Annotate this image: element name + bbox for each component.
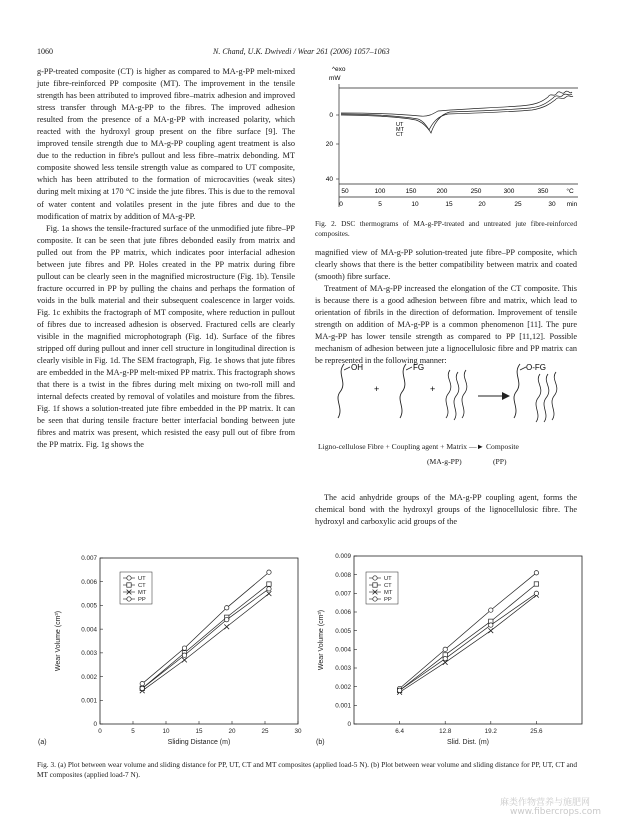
x-axis-label: Slid. Dist. (m)	[447, 739, 489, 746]
fig2-t-tick: 25	[514, 201, 522, 208]
left-column	[37, 66, 295, 542]
y-tick-label: 0.007	[335, 590, 351, 598]
series-ut	[140, 570, 271, 686]
chart-point	[373, 597, 377, 601]
paragraph: The acid anhydride groups of the MA-g-PP coupling agent, forms the chemical bond with the hydroxyl groups of the lignocellulosic fibre. The hydroxyl and carboxylic acid groups of the	[315, 493, 577, 527]
ofg-label: O-FG	[526, 363, 546, 372]
fig2-caption: Fig. 2. DSC thermograms of MA-g-PP-treated and untreated jute fibre-reinforced composites.	[315, 219, 577, 238]
y-tick-label: 0.001	[335, 702, 351, 710]
fig2-t-tick: 10	[411, 201, 419, 208]
chart-point	[267, 591, 272, 596]
fig2-x-tick: 150	[405, 188, 417, 195]
series-line	[142, 584, 269, 688]
chart-point	[397, 688, 401, 692]
watermark-cn: 麻类作物营养与施肥网	[500, 798, 591, 808]
series-ut	[397, 571, 538, 691]
paragraph: Treatment of MA-g-PP increased the elongation of the CT composite. This is because there is a good adhesion between fibre and matrix, which lead to orientation of fibrils in the direction of deformation. Improvement of tensile strength on addition of MA-g-PP is a common phenomenon [11]. The pure MA-g-PP has lower tensile strength as compared to PP [11,12]. Possible mechanism of adhesion between jute a lignocellulosic fibre and PP matrix can be represented in the following manner:	[315, 284, 577, 366]
x-tick-label: 25	[261, 728, 269, 735]
chart-point	[489, 623, 493, 627]
y-axis-label: Wear Volume (cm³)	[318, 609, 325, 671]
y-tick-label: 0.009	[335, 553, 351, 561]
fg-label: FG	[413, 363, 425, 372]
x-tick-label: 15	[195, 728, 203, 735]
y-axis-label: Wear Volume (cm³)	[55, 610, 62, 672]
fig2-t-tick: 30	[548, 201, 556, 208]
legend-label: PP	[138, 597, 146, 604]
y-tick-label: 0.004	[81, 626, 97, 634]
paragraph: g-PP-treated composite (CT) is higher as compared to MA-g-PP melt-mixed jute fibre-reinforced PP composite (MT). The improvement in the tensile strength has been attributed to improved fibre–matrix adhesion and improved stress transfer through MA-g-PP to the fibres. The improved adhesion resulted from the presence of a MA-g-PP with increased polarity, which reacted with the hydroxyl group present on the fibre surface [9]. The improved tensile strength due to MA-g-PP coupling agent treatment is also due to the reduction in fibre's pullout and less fibre–matrix debonding. MT composite showed less tensile strength value as compared to UT composite, which has been attributed to the formation of microcavities (weak sites) during melt mixing at 170 °C inside the jute fibres. This is due to the removal of water content and volatiles present in the jute fibres and due to the modification of matrix by addition of MA-g-PP.	[37, 67, 295, 221]
legend-label: CT	[384, 583, 392, 590]
legend-label: UT	[384, 576, 392, 583]
x-tick-label: 12.8	[439, 728, 452, 735]
fibre-squiggle	[338, 364, 344, 418]
scheme-equation	[318, 442, 519, 451]
agent-squiggle	[400, 364, 406, 418]
fig2-dsc-thermogram	[310, 62, 590, 217]
x-tick-label: 0	[98, 728, 102, 735]
y-tick-label: 0.004	[335, 646, 351, 654]
fig2-y-tick: 0	[329, 112, 333, 119]
series-line	[142, 589, 269, 689]
fig2-x-tick: 200	[436, 188, 448, 195]
x-tick-label: 6.4	[395, 728, 404, 735]
series-line	[142, 572, 269, 683]
x-tick-label: 25.6	[530, 728, 543, 735]
running-title: N. Chand, U.K. Dwivedi / Wear 261 (2006) 1057–1063	[213, 47, 390, 56]
fig2-x-tick: 350	[537, 188, 549, 195]
plus-sign: +	[374, 384, 380, 394]
series-line	[400, 595, 537, 692]
series-pp	[140, 587, 271, 691]
right-column	[315, 247, 577, 367]
legend-label: CT	[138, 583, 146, 590]
fig2-t-tick: 20	[478, 201, 486, 208]
paragraph: Fig. 1a shows the tensile-fractured surface of the unmodified jute fibre–PP composite. It can be seen that jute fibres debonded easily from matrix and pulled out from the PP matrix, which indicates poor interfacial adhesion between jute fibres and PP. Holes created in the PP matrix during fibre pullout can be clearly seen in the magnified microstructure (Fig. 1b). Tensile fracture occurred in PP by pulling the chains and perhaps the formation of voids in the bulk material and their subsequent coalescence in larger voids. Fig. 1c exhibits the fractograph of MT composite, where reduction in pullout of fibres due to increased adhesion is observed. Fractured cells are clearly visible in the magnified microphotograph (Fig. 1d). Surface of the fibres stripped off during pullout and inner cell structure in longitudinal direction is clearly visible in Fig. 1d. The SEM fractograph, Fig. 1e shows that jute fibres are embedded in the MA-g-PP melt-mixed PP matrix. This fractograph shows that there is a twist in the fibres during melt mixing on two-roll mill and internal defects created by removal of volatiles and moisture from the fibres. Fig. 1f shows a solution-treated jute fibre embedded in the PP matrix. It can be seen that during tensile fracture better interfacial bonding between jute fibres and matrix was present, which resisted the easy pull out of fibre from the PP matrix. Fig. 1g shows the	[37, 223, 295, 450]
legend-label: MT	[138, 590, 147, 597]
legend	[120, 572, 152, 604]
x-tick-label: 5	[131, 728, 135, 735]
y-tick-label: 0.001	[81, 697, 97, 705]
chart-point	[140, 686, 144, 690]
fig3-caption: Fig. 3. (a) Plot between wear volume and sliding distance for PP, UT, CT and MT composites (applied load-5 N). (b) Plot between wear volume and sliding distance for PP, UT, CT and MT composites (applied load-7 N).	[37, 760, 577, 779]
series-line	[142, 594, 269, 691]
series-line	[400, 573, 537, 689]
fig2-curve-ut	[341, 91, 572, 116]
legend-label: MT	[384, 590, 393, 597]
chart-point	[373, 583, 377, 587]
fig2-t-tick: 15	[445, 201, 453, 208]
plus-sign: +	[430, 384, 436, 394]
y-tick-label: 0.008	[335, 571, 351, 579]
scheme-equation-text: Ligno-cellulose Fibre + Coupling agent + Matrix	[318, 442, 468, 451]
fig2-y-unit-top: ^exo	[332, 66, 346, 73]
fig2-y-tick: 40	[325, 176, 333, 183]
chart-point	[267, 570, 271, 574]
fig3b-wear-chart	[310, 548, 600, 756]
x-tick-label: 20	[228, 728, 236, 735]
y-tick-label: 0.002	[335, 683, 351, 691]
legend	[366, 572, 398, 604]
fig2-t-tick: 0	[339, 201, 343, 208]
y-tick-label: 0.005	[81, 602, 97, 610]
scheme-product: Composite	[485, 442, 519, 451]
scheme-matrix: (PP)	[493, 457, 507, 466]
chart-point	[488, 628, 493, 633]
chart-point	[489, 608, 493, 612]
chart-point	[373, 576, 377, 580]
fig2-x-tick: 300	[503, 188, 515, 195]
scheme-agent: (MA-g-PP)	[427, 457, 462, 466]
chart-point	[182, 646, 186, 650]
chart-point	[182, 653, 186, 657]
scheme-arrow: —►	[468, 442, 485, 451]
series-line	[400, 593, 537, 690]
y-tick-label: 0.003	[81, 650, 97, 658]
chart-point	[443, 647, 447, 651]
chart-point	[140, 681, 144, 685]
fig2-t-unit: min	[566, 201, 578, 208]
paragraph: magnified view of MA-g-PP solution-treated jute fibre–PP composite, which clearly shows that there is the better compatibility between matrix and coated (smooth) fibre surface.	[315, 248, 577, 282]
chart-point	[267, 587, 271, 591]
panel-label: (a)	[38, 739, 47, 746]
reaction-arrowhead	[502, 392, 510, 400]
x-tick-label: 10	[162, 728, 170, 735]
y-tick-label: 0.005	[335, 627, 351, 635]
x-tick-label: 30	[294, 728, 302, 735]
y-tick-label: 0.006	[81, 578, 97, 586]
fig3a-wear-chart	[36, 548, 314, 756]
fig2-x-tick: 250	[470, 188, 482, 195]
chart-point	[443, 656, 447, 660]
chart-point	[225, 606, 229, 610]
fig2-curve-label: UT	[396, 122, 404, 128]
fig2-temp-ticks	[341, 187, 574, 195]
legend-label: PP	[384, 597, 392, 604]
chart-point	[224, 624, 229, 629]
page-number: 1060	[37, 47, 53, 56]
chart-point	[267, 582, 271, 586]
watermark-url: www.fibercrops.com	[510, 807, 601, 817]
y-tick-label: 0.002	[81, 673, 97, 681]
chart-point	[182, 658, 187, 663]
legend-label: UT	[138, 576, 146, 583]
chart-point	[534, 591, 538, 595]
series-mt	[140, 591, 272, 693]
y-tick-label: 0	[347, 721, 351, 729]
chart-point	[534, 571, 538, 575]
matrix-squiggle	[446, 370, 467, 420]
series-ct	[397, 582, 538, 693]
chart-point	[127, 597, 131, 601]
chart-point	[127, 576, 131, 580]
x-tick-label: 19.2	[484, 728, 497, 735]
fig2-time-ticks	[339, 201, 577, 208]
fig2-x-tick: 100	[374, 188, 386, 195]
chart-point	[534, 582, 538, 586]
fig2-x-unit: °C	[566, 188, 574, 195]
fig2-curve-ct	[341, 96, 573, 130]
y-tick-label: 0.006	[335, 609, 351, 617]
chart-point	[127, 583, 131, 587]
fig2-t-tick: 5	[378, 201, 382, 208]
panel-label: (b)	[316, 739, 325, 746]
fig2-curve-label: CT	[396, 132, 404, 138]
series-mt	[397, 593, 539, 695]
fig2-x-tick: 50	[341, 188, 349, 195]
oh-label: OH	[351, 363, 363, 372]
series-line	[400, 584, 537, 690]
series-pp	[397, 591, 538, 692]
y-tick-label: 0.007	[81, 555, 97, 563]
y-tick-label: 0.003	[335, 665, 351, 673]
chart-point	[225, 617, 229, 621]
x-axis-label: Sliding Distance (m)	[167, 739, 231, 746]
fig2-y-tick: 20	[325, 141, 333, 148]
fig2-curve-label: MT	[396, 127, 404, 133]
y-tick-label: 0	[93, 721, 97, 729]
reaction-scheme	[322, 360, 577, 430]
fig2-y-unit: mW	[329, 75, 341, 82]
